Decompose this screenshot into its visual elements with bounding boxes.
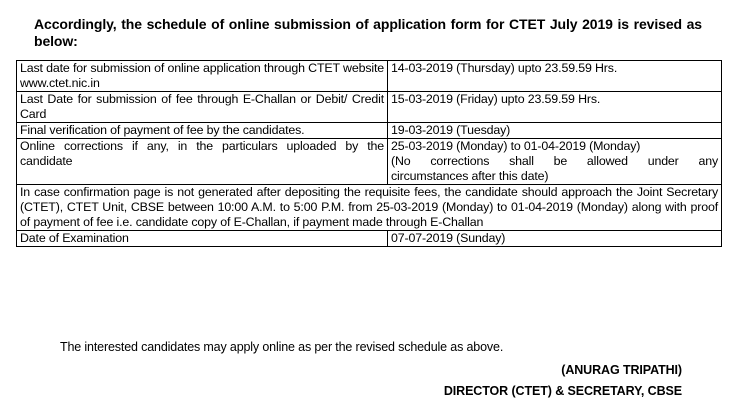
table-row — [17, 61, 722, 92]
signatory-title: DIRECTOR (CTET) & SECRETARY, CBSE — [443, 384, 682, 398]
row-value: 25-03-2019 (Monday) to 01-04-2019 (Monday) — [391, 139, 641, 153]
row-value: 14-03-2019 (Thursday) upto 23.59.59 Hrs. — [388, 61, 722, 92]
closing-text: The interested candidates may apply online as per the revised schedule as above. — [60, 340, 504, 354]
table-row — [17, 139, 722, 185]
table-row — [17, 123, 722, 139]
intro-text: Accordingly, the schedule of online submission of application form for CTET July 2019 is revised as below: — [34, 16, 702, 49]
row-value: 19-03-2019 (Tuesday) — [388, 123, 722, 139]
row-note: circumstances after this date) — [391, 169, 549, 183]
table-row — [17, 231, 722, 247]
row-label: Last date for submission of online application through CTET website www.ctet.nic.in — [17, 61, 388, 92]
table-row — [17, 185, 722, 231]
row-label: Date of Examination — [17, 231, 388, 247]
row-note: (No corrections shall be allowed under any — [391, 154, 718, 168]
row-full-text: In case confirmation page is not generated after depositing the requisite fees, the candidate should approach the Joint Secretary (CTET), CTET Unit, CBSE between 10:00 A.M. to 5:00 P.M. from 25-03-2019 (Monday) to 01-04-2019 (Monday) along with proof of payment of fee i.e. candidate copy of E-Challan, if payment made through E-Challan — [17, 185, 722, 231]
schedule-table — [16, 60, 722, 247]
row-value: 15-03-2019 (Friday) upto 23.59.59 Hrs. — [388, 92, 722, 123]
row-label: Final verification of payment of fee by the candidates. — [17, 123, 388, 139]
row-label: Last Date for submission of fee through E-Challan or Debit/ Credit Card — [17, 92, 388, 123]
row-value-cell — [388, 139, 722, 185]
signatory-name: (ANURAG TRIPATHI) — [561, 363, 682, 377]
table-row — [17, 92, 722, 123]
row-label: Online corrections if any, in the particulars uploaded by the candidate — [17, 139, 388, 185]
row-value: 07-07-2019 (Sunday) — [388, 231, 722, 247]
